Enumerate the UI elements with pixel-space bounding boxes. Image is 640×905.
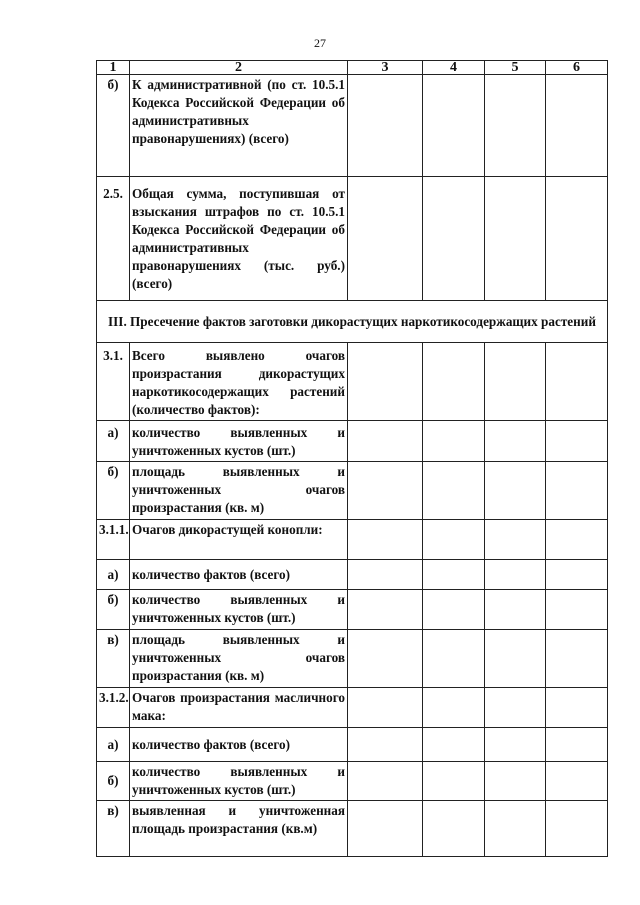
row-description: Общая сумма, поступившая от взыскания штрафов по ст. 10.5.1 Кодекса Российской Федерации об административных правонарушениях (тыс. руб.) (всего) (130, 177, 348, 301)
row-number: в) (97, 801, 130, 857)
table-row (97, 75, 608, 177)
row-number: б) (97, 462, 130, 520)
value-cell (546, 590, 608, 630)
value-cell (485, 590, 546, 630)
header-cell: 3 (348, 61, 423, 75)
value-cell (546, 801, 608, 857)
value-cell (423, 75, 485, 177)
row-number: а) (97, 560, 130, 590)
row-description: выявленная и уничтоженная площадь произрастания (кв.м) (130, 801, 348, 857)
report-table (96, 60, 608, 857)
value-cell (546, 177, 608, 301)
value-cell (485, 343, 546, 421)
table-header-row (97, 61, 608, 75)
row-description: Всего выявлено очагов произрастания дикорастущих наркотикосодержащих растений (количество фактов): (130, 343, 348, 421)
value-cell (546, 560, 608, 590)
header-cell: 5 (485, 61, 546, 75)
value-cell (485, 75, 546, 177)
value-cell (485, 728, 546, 762)
row-number: а) (97, 728, 130, 762)
value-cell (546, 688, 608, 728)
table-row (97, 728, 608, 762)
value-cell (348, 801, 423, 857)
value-cell (546, 75, 608, 177)
value-cell (423, 560, 485, 590)
value-cell (546, 762, 608, 801)
row-description: количество выявленных и уничтоженных кустов (шт.) (130, 421, 348, 462)
table-row (97, 560, 608, 590)
value-cell (485, 177, 546, 301)
value-cell (485, 421, 546, 462)
value-cell (485, 762, 546, 801)
row-description: количество выявленных и уничтоженных кустов (шт.) (130, 762, 348, 801)
table-row (97, 590, 608, 630)
value-cell (348, 630, 423, 688)
page-number: 27 (314, 36, 326, 50)
value-cell (546, 421, 608, 462)
value-cell (546, 343, 608, 421)
table-row (97, 520, 608, 560)
value-cell (423, 762, 485, 801)
value-cell (348, 343, 423, 421)
value-cell (423, 590, 485, 630)
value-cell (423, 343, 485, 421)
value-cell (485, 462, 546, 520)
row-number: 3.1.1. (97, 520, 130, 560)
row-description: количество выявленных и уничтоженных кустов (шт.) (130, 590, 348, 630)
value-cell (348, 75, 423, 177)
row-description: Очагов произрастания масличного мака: (130, 688, 348, 728)
row-description: площадь выявленных и уничтоженных очагов произрастания (кв. м) (130, 462, 348, 520)
value-cell (348, 590, 423, 630)
row-description: Очагов дикорастущей конопли: (130, 520, 348, 560)
value-cell (485, 560, 546, 590)
row-description: К административной (по ст. 10.5.1 Кодекса Российской Федерации об административных правонарушениях) (всего) (130, 75, 348, 177)
value-cell (546, 520, 608, 560)
row-description: количество фактов (всего) (130, 560, 348, 590)
value-cell (423, 801, 485, 857)
row-number: 2.5. (97, 177, 130, 301)
value-cell (348, 762, 423, 801)
value-cell (423, 421, 485, 462)
value-cell (546, 630, 608, 688)
row-description: количество фактов (всего) (130, 728, 348, 762)
value-cell (546, 728, 608, 762)
section-row (97, 301, 608, 343)
section-heading: III. Пресечение фактов заготовки дикорастущих наркотикосодержащих растений (97, 301, 608, 343)
header-cell: 2 (130, 61, 348, 75)
table-row (97, 630, 608, 688)
table-row (97, 421, 608, 462)
value-cell (348, 728, 423, 762)
header-cell: 4 (423, 61, 485, 75)
row-number: б) (97, 75, 130, 177)
value-cell (485, 520, 546, 560)
value-cell (348, 560, 423, 590)
table-row (97, 688, 608, 728)
header-cell: 6 (546, 61, 608, 75)
table-row (97, 762, 608, 801)
value-cell (485, 688, 546, 728)
value-cell (423, 688, 485, 728)
value-cell (423, 630, 485, 688)
value-cell (546, 462, 608, 520)
row-number: а) (97, 421, 130, 462)
value-cell (348, 177, 423, 301)
row-number: 3.1.2. (97, 688, 130, 728)
table-row (97, 177, 608, 301)
row-number: б) (97, 590, 130, 630)
value-cell (348, 421, 423, 462)
value-cell (348, 462, 423, 520)
value-cell (485, 630, 546, 688)
value-cell (348, 520, 423, 560)
header-cell: 1 (97, 61, 130, 75)
value-cell (423, 462, 485, 520)
value-cell (485, 801, 546, 857)
row-number: б) (97, 762, 130, 801)
table-row (97, 801, 608, 857)
table-row (97, 462, 608, 520)
value-cell (423, 177, 485, 301)
table-row (97, 343, 608, 421)
row-number: 3.1. (97, 343, 130, 421)
value-cell (348, 688, 423, 728)
value-cell (423, 728, 485, 762)
value-cell (423, 520, 485, 560)
row-description: площадь выявленных и уничтоженных очагов произрастания (кв. м) (130, 630, 348, 688)
row-number: в) (97, 630, 130, 688)
